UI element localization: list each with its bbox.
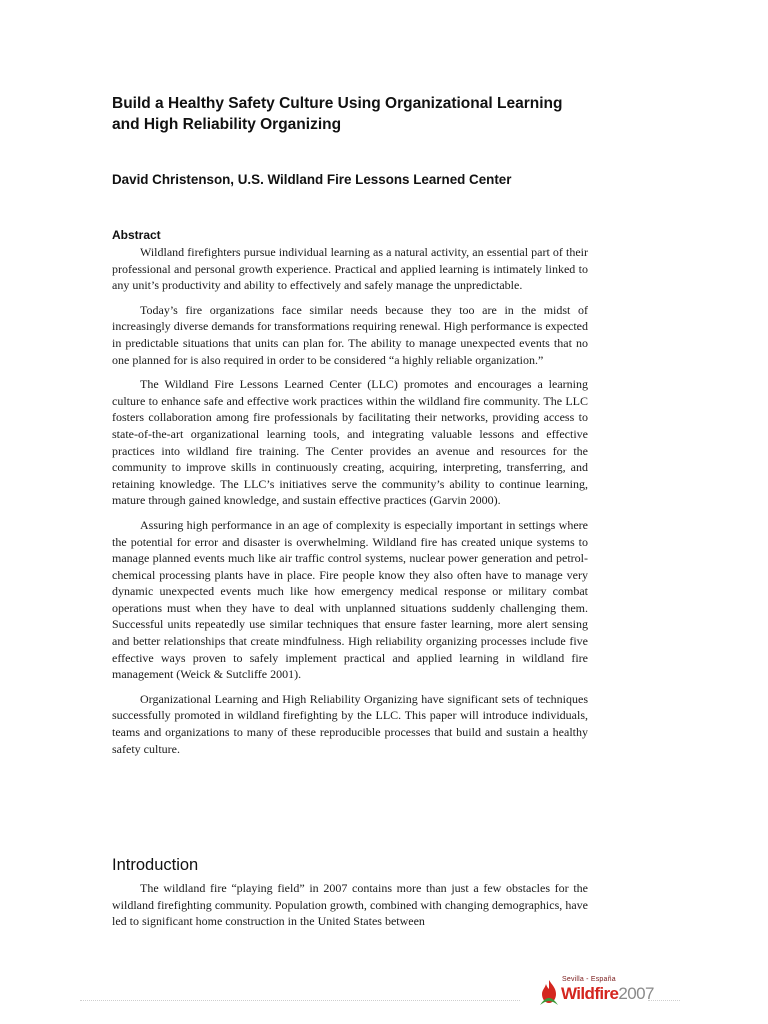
abstract-body [112, 244, 588, 765]
abstract-paragraph: Assuring high performance in an age of complexity is especially important in settings where the potential for error and disaster is overwhelming. Wildland fire has created unique systems to manage planned events much like air traffic control systems, nuclear power generation and petrol-chemical processing plants have in place. Fire people know they also often have to manage very dynamic unexpected events much like how emergency medical response or military combat operations must when they have to deal with unplanned situations suddenly challenging them. Successful units repeatedly use similar techniques that ensure faster learning, more alert sensing and better relationships that create mindfulness. High reliability organizing processes include five effective ways proven to safely implement practical and applied learning in wildland fire management (Weick & Sutcliffe 2001). [112, 517, 588, 682]
flame-icon [538, 979, 560, 1007]
footer-rule [80, 1000, 520, 1001]
abstract-paragraph: The Wildland Fire Lessons Learned Center (LLC) promotes and encourages a learning culture to enhance safe and effective work practices within the wildland fire community. The LLC fosters collaboration among fire professionals by facilitating their networks, providing access to state-of-the-art organizational learning tools, and integrating valuable lessons and effective practices into wildland fire training. The Center provides an avenue and resources for the community to improve skills in continuously creating, acquiring, interpreting, transferring, and retaining knowledge. The LLC’s initiatives serve the community’s ability to continue learning, mature through gained knowledge, and sustain effective practices (Garvin 2000). [112, 377, 588, 508]
logo-word: Wildfire [561, 984, 619, 1003]
introduction-paragraph: The wildland fire “playing field” in 2007 contains more than just a few obstacles for the wildland firefighting community. Population growth, combined with changing demographics, have led to significant home construction in the United States between [112, 881, 588, 929]
logo-year: 2007 [618, 984, 654, 1003]
paper-title: Build a Healthy Safety Culture Using Organizational Learning and High Reliability Organizing [112, 95, 563, 133]
logo-wordmark [561, 984, 654, 1004]
wildfire-2007-logo [536, 976, 654, 1012]
author-line: David Christenson, U.S. Wildland Fire Lessons Learned Center [112, 172, 512, 187]
logo-location: Sevilla - España [562, 976, 616, 983]
introduction-body [112, 880, 588, 932]
abstract-heading: Abstract [112, 228, 161, 242]
abstract-paragraph: Today’s fire organizations face similar needs because they too are in the midst of increasingly diverse demands for transformations requiring renewal. High performance is expected in predictable situations that units can plan for. The ability to manage unexpected events that no one planned for is also required in order to be considered “a highly reliable organization.” [112, 302, 588, 367]
introduction-heading: Introduction [112, 856, 199, 874]
abstract-paragraph: Wildland firefighters pursue individual learning as a natural activity, an essential part of their professional and personal growth experience. Practical and applied learning is intimately linked to any unit’s productivity and ability to effectively and safely manage the unpredictable. [112, 245, 588, 293]
abstract-paragraph: Organizational Learning and High Reliability Organizing have significant sets of techniques successfully promoted in wildland firefighting by the LLC. This paper will introduce individuals, teams and organizations to many of these reproducible processes that build and sustain a healthy safety culture. [112, 691, 588, 756]
